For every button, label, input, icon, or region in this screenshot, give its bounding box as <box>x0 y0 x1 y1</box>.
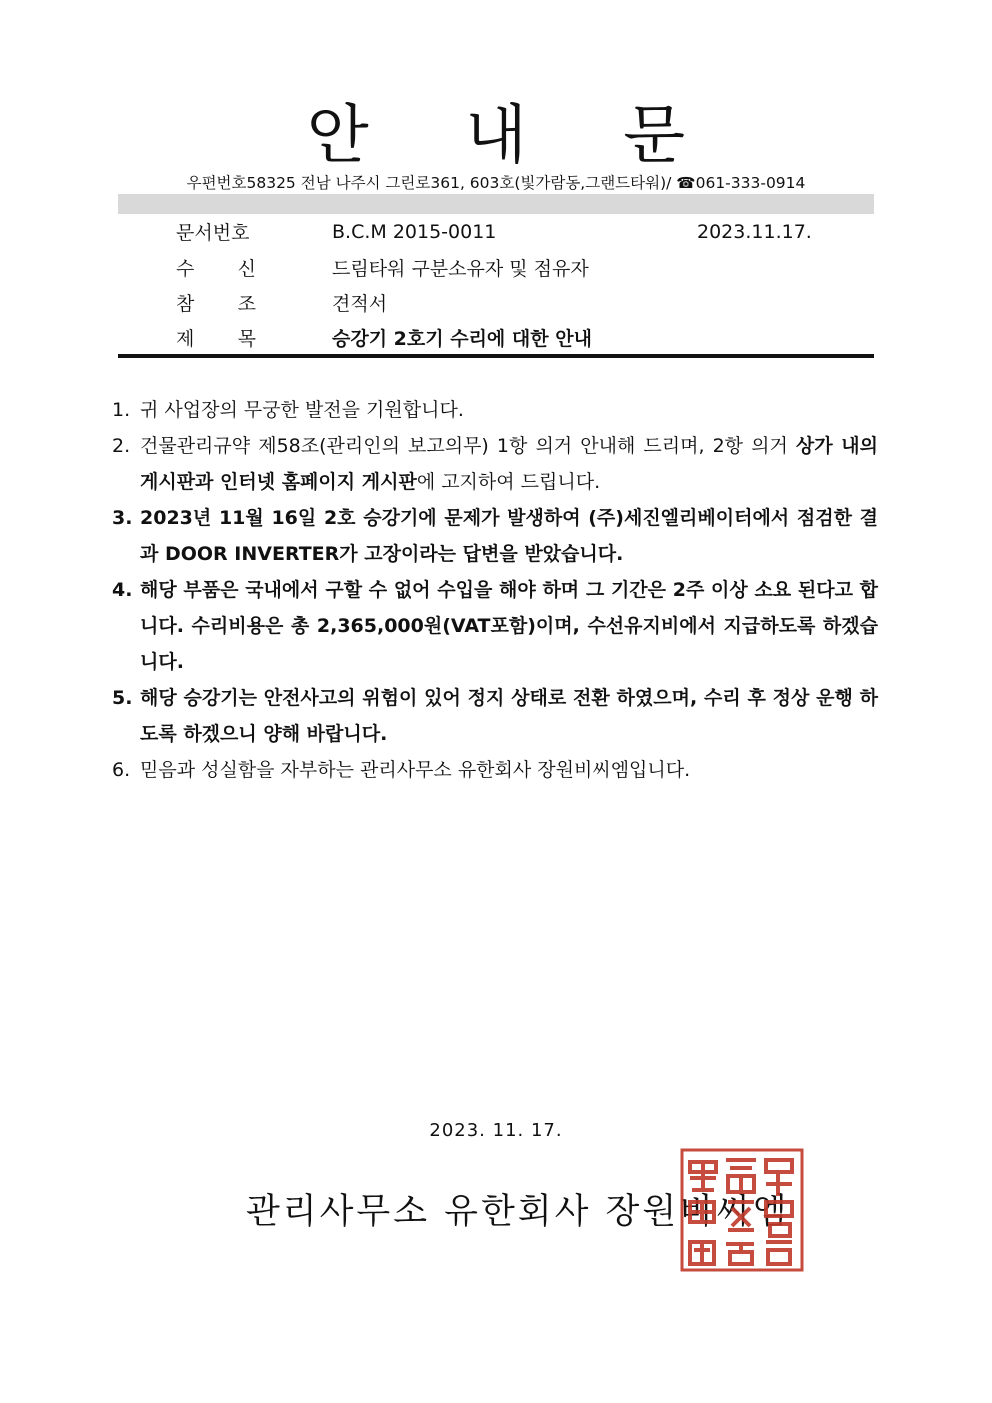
list-item: 5. 해당 승강기는 안전사고의 위험이 있어 정지 상태로 전환 하였으며, 수리 후 정상 운행 하도록 하겠으니 양해 바랍니다. <box>112 687 878 745</box>
list-item: 3. 2023년 11월 16일 2호 승강기에 문제가 발생하여 (주)세진엘리베이터에서 점검한 결과 DOOR INVERTER가 고장이라는 답변을 받았습니다. <box>112 507 878 565</box>
reference-value: 견적서 <box>332 293 388 315</box>
header-divider <box>118 194 874 214</box>
office-signature: 관리사무소 유한회사 장원비씨엠 <box>246 1192 790 1232</box>
address-line: 우편번호58325 전남 나주시 그린로361, 603호(빛가람동,그랜드타워)/ ☎061-333-0914 <box>186 174 806 192</box>
header-rule <box>118 354 874 358</box>
subject-value: 승강기 2호기 수리에 대한 안내 <box>332 328 592 350</box>
notice-body <box>112 392 878 788</box>
document-title: 안 내 문 <box>306 99 724 173</box>
list-item: 6. 믿음과 성실함을 자부하는 관리사무소 유한회사 장원비씨엠입니다. <box>112 759 691 781</box>
recipient-label: 수 신 <box>176 258 256 280</box>
list-item: 2. 건물관리규약 제58조(관리인의 보고의무) 1항 의거 안내해 드리며, 2항 의거 상가 내의 게시판과 인터넷 홈페이지 게시판에 고지하여 드립니다. <box>112 435 878 493</box>
doc-no-label: 문서번호 <box>176 222 250 244</box>
doc-no-value: B.C.M 2015-0011 <box>332 221 497 243</box>
doc-date: 2023.11.17. <box>697 221 812 243</box>
list-item: 4. 해당 부품은 국내에서 구할 수 없어 수입을 해야 하며 그 기간은 2주 이상 소요 된다고 합니다. 수리비용은 총 2,365,000원(VAT포함)이며, 수선유지비에서 지급하도록 하겠습니다. <box>112 579 878 673</box>
company-seal-stamp <box>678 1146 806 1274</box>
reference-label: 참 조 <box>176 293 256 315</box>
recipient-value: 드림타워 구분소유자 및 점유자 <box>332 258 589 280</box>
list-item: 1. 귀 사업장의 무궁한 발전을 기원합니다. <box>112 399 464 421</box>
signature-date: 2023. 11. 17. <box>429 1120 563 1141</box>
subject-label: 제 목 <box>176 328 256 350</box>
